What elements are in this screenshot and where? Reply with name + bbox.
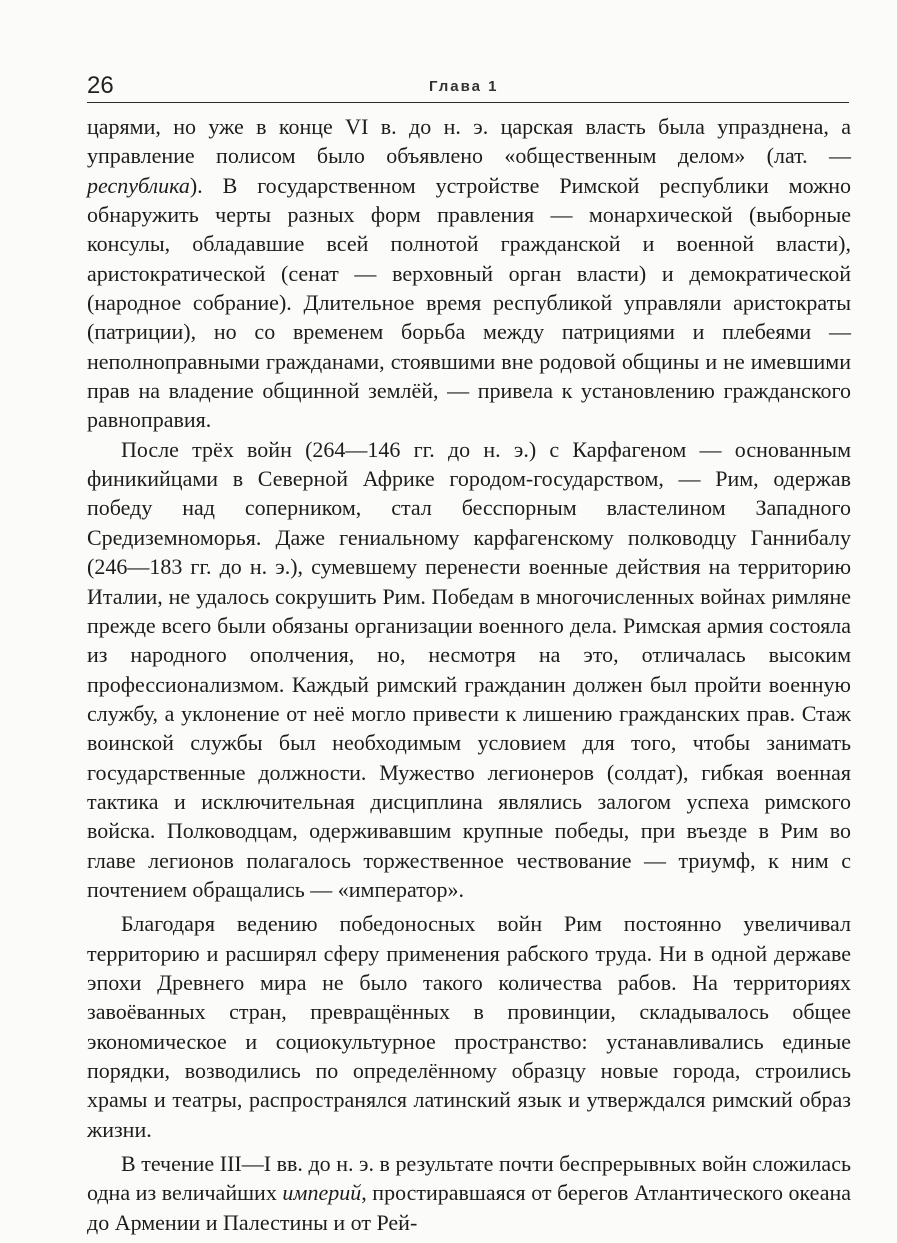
page-number: 26	[87, 72, 114, 99]
body-text	[87, 112, 851, 1237]
italic-term: империй	[282, 1180, 362, 1206]
paragraph-4	[87, 1149, 851, 1237]
page-header	[87, 70, 849, 103]
text-segment: , простиравшаяся от берегов Атлантического океана до Армении и Палестины и от Рей-	[87, 1180, 852, 1235]
text-segment: В течение III—I вв. до н. э. в результате почти беспрерывных войн сложилась одна из величайших	[87, 1151, 851, 1206]
chapter-title: Глава 1	[429, 78, 499, 95]
text-segment: ). В государственном устройстве Римской республики можно обнаружить черты разных форм правления — монархической (выборные консулы, обладавшие всей полнотой гражданской и военной власти), аристократической (сенат — верховный орган власти) и демократической (народное собрание). Длительное время республикой управляли аристократы (патриции), но со временем борьба между патрициями и плебеями — неполноправными гражданами, стоявшими вне родовой общины и не имевшими прав на владение общинной землёй, — привела к установлению гражданского равноправия.	[87, 172, 851, 433]
paragraph-2	[87, 435, 851, 905]
text-segment: После трёх войн (264—146 гг. до н. э.) с Карфагеном — основанным финикийцами в Северной Африке городом-государством, — Рим, одержав победу над соперником, стал бесспорным властелином Западного Средиземноморья. Даже гениальному карфагенскому полководцу Ганнибалу (246—183 гг. до н. э.), сумевшему перенести военные действия на территорию Италии, не удалось сокрушить Рим. Победам в многочисленных войнах римляне прежде всего были обязаны организации военного дела. Римская армия состояла из народного ополчения, но, несмотря на это, отличалась высоким профессионализмом. Каждый римский гражданин должен был пройти военную службу, а уклонение от неё могло привести к лишению гражданских прав. Стаж воинской службы был необходимым условием для того, чтобы занимать государственные должности. Мужество легионеров (солдат), гибкая военная тактика и исключительная дисциплина являлись залогом успеха римского войска. Полководцам, одерживавшим крупные победы, при въезде в Рим во главе легионов полагалось торжественное чествование — триумф, к ним с почтением обращались — «император».	[87, 436, 851, 902]
italic-term: республика	[87, 172, 190, 198]
text-segment: Благодаря ведению победоносных войн Рим постоянно увеличивал территорию и расширял сферу применения рабского труда. Ни в одной державе эпохи Древнего мира не было такого количества рабов. На территориях завоёванных стран, превращённых в провинции, складывалось общее экономическое и социокультурное пространство: устанавливались единые порядки, возводились по определённому образцу новые города, строились храмы и театры, распространялся латинский язык и утверждался римский образ жизни.	[87, 911, 851, 1142]
paragraph-1	[87, 112, 851, 435]
paragraph-3	[87, 909, 851, 1144]
text-segment: царями, но уже в конце VI в. до н. э. царская власть была упразднена, а управление полисом было объявлено «общественным делом» (лат. —	[87, 114, 851, 169]
